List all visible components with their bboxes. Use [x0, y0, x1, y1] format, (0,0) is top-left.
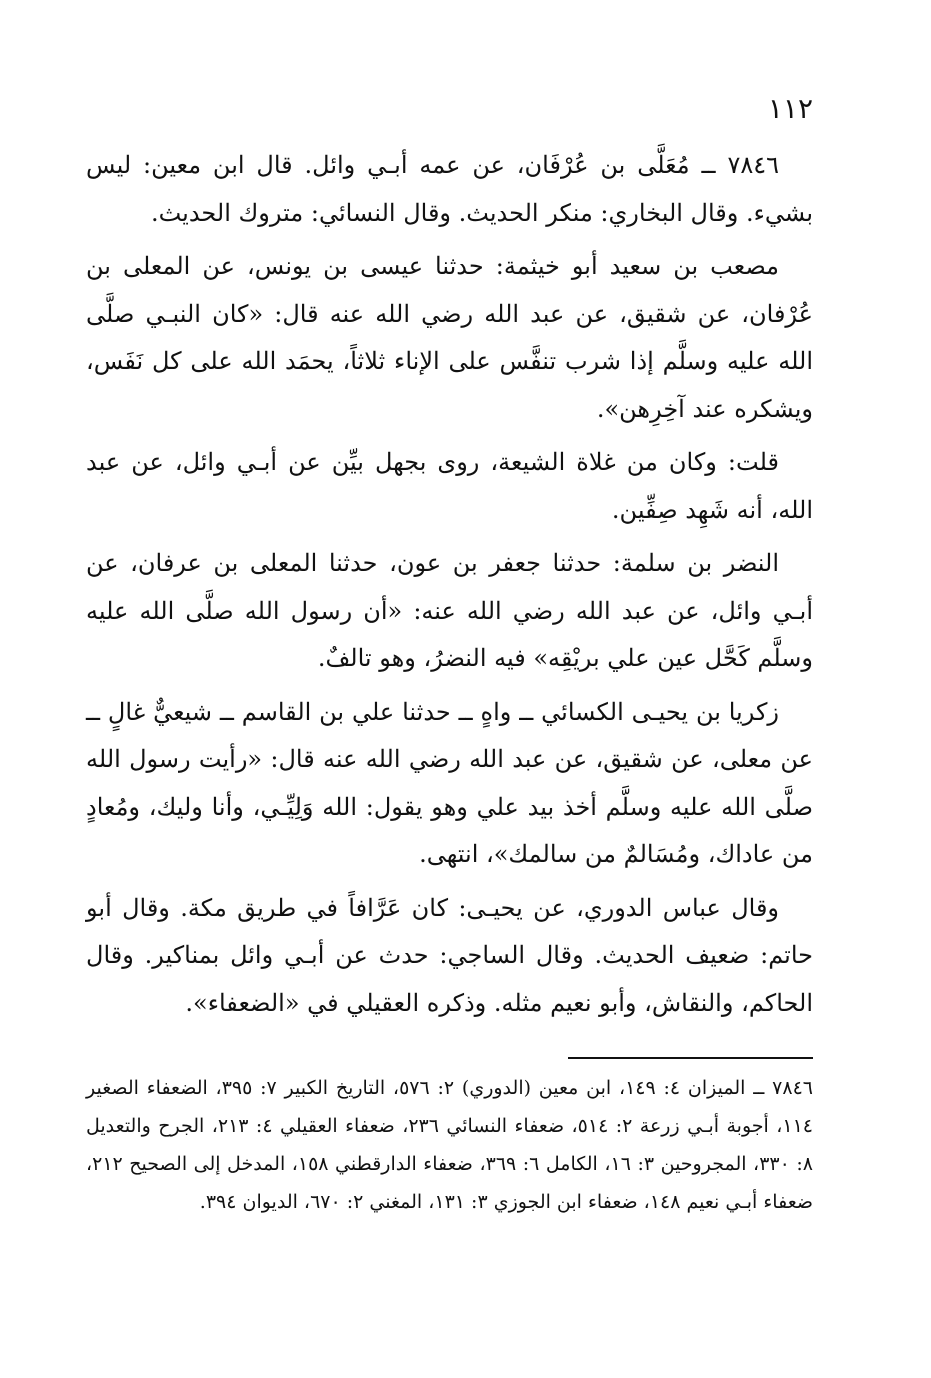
commentary-paragraph: قلت: وكان من غلاة الشيعة، روى بجهل بيِّن عن أبـي وائل، عن عبد الله، أنه شَهِد صِفِّين.	[86, 448, 813, 524]
footnote-divider	[568, 1057, 813, 1059]
footnote-entry	[86, 1069, 813, 1221]
entry-heading-paragraph: ٧٨٤٦ ــ مُعَلَّى بن عُرْفَان، عن عمه أبـي وائل. قال ابن معين: ليس بشيء. وقال البخاري: منكر الحديث. وقال النسائي: متروك الحديث.	[86, 151, 813, 227]
critique-paragraph: وقال عباس الدوري، عن يحيـى: كان عَرَّافاً في طريق مكة. وقال أبو حاتم: ضعيف الحديث. وقال الساجي: حدث عن أبـي وائل بمناكير. وقال الحاكم، والنقاش، وأبو نعيم مثله. وذكره العقيلي في «الضعفاء».	[86, 893, 813, 1017]
hadith-paragraph: النضر بن سلمة: حدثنا جعفر بن عون، حدثنا المعلى بن عرفان، عن أبـي وائل، عن عبد الله رضي الله عنه: «أن رسول الله صلَّى الله عليه وسلَّم كَحَّل عين علي بريْقِه» فيه النضرُ، وهو تالفٌ.	[86, 549, 813, 672]
footnotes	[86, 1069, 813, 1221]
footnote-number: ٧٨٤٦ ــ	[753, 1077, 813, 1099]
page-number: ١١٢	[767, 92, 813, 125]
hadith-paragraph: مصعب بن سعيد أبو خيثمة: حدثنا عيسى بن يونس، عن المعلى بن عُرْفان، عن شقيق، عن عبد الله رضي الله عنه قال: «كان النبـي صلَّى الله عليه وسلَّم إذا شرب تنفَّس على الإناء ثلاثاً، يحمَد الله على كل نَفَس، ويشكره عند آخِرِهن».	[86, 252, 814, 423]
footnote-text: الميزان ٤: ١٤٩، ابن معين (الدوري) ٢: ٥٧٦، التاريخ الكبير ٧: ٣٩٥، الضعفاء الصغير ١١٤، أجوبة أبـي زرعة ٢: ٥١٤، ضعفاء النسائي ٢٣٦، ضعفاء العقيلي ٤: ٢١٣، الجرح والتعديل ٨: ٣٣٠، المجروحين ٣: ١٦، الكامل ٦: ٣٦٩، ضعفاء الدارقطني ١٥٨، المدخل إلى الصحيح ٢١٢، ضعفاء أبـي نعيم ١٤٨، ضعفاء ابن الجوزي ٣: ١٣١، المغني ٢: ٦٧٠، الديوان ٣٩٤.	[86, 1077, 813, 1213]
hadith-paragraph: زكريا بن يحيـى الكسائي ــ واهٍ ــ حدثنا علي بن القاسم ــ شيعيٌّ غالٍ ــ عن معلى، عن شقيق، عن عبد الله رضي الله عنه قال: «رأيت رسول الله صلَّى الله عليه وسلَّم أخذ بيد علي وهو يقول: الله وَلِيِّـي، وأنا وليك، ومُعادٍ من عاداك، ومُسَالمٌ من سالمك»، انتهى.	[86, 697, 813, 868]
main-text	[86, 142, 813, 1027]
